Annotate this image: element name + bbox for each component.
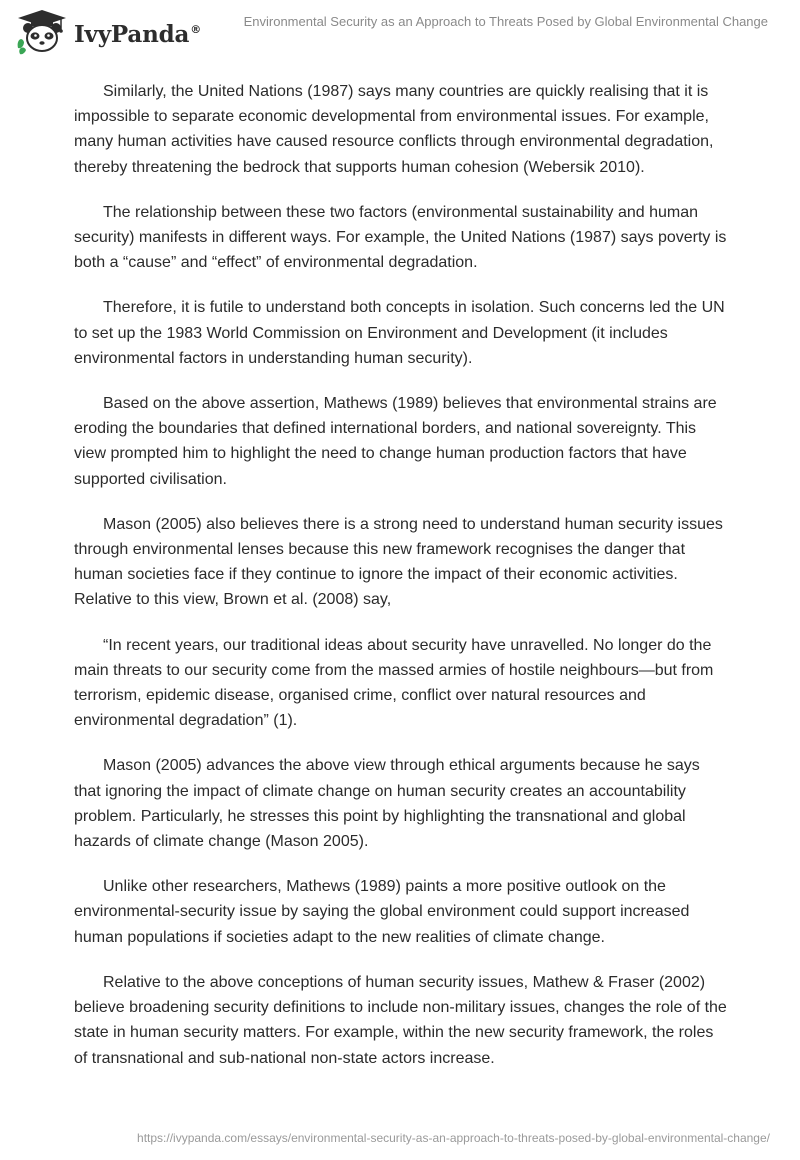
ivypanda-logo[interactable] <box>14 8 201 56</box>
brand-name: IvyPanda® <box>74 20 201 48</box>
essay-body <box>74 79 730 1091</box>
paragraph: Based on the above assertion, Mathews (1989) believes that environmental strains are eroding the boundaries that defined international borders, and national sovereignty. This view prompted him to highlight the need to change human production factors that have supported civilisation. <box>74 395 717 488</box>
panda-graduate-icon <box>14 8 70 56</box>
paragraph: Therefore, it is futile to understand both concepts in isolation. Such concerns led the UN to set up the 1983 World Commission on Environment and Development (it includes environmental factors in understanding human security). <box>74 299 725 367</box>
paragraph: Relative to the above conceptions of human security issues, Mathew & Fraser (2002) believe broadening security definitions to include non-military issues, changes the role of the state in human security matters. For example, within the new security framework, the roles of transnational and sub-national non-state actors increase. <box>74 973 727 1067</box>
quote-paragraph: “In recent years, our traditional ideas about security have unravelled. No longer do the main threats to our security come from the massed armies of hostile neighbours—but from terrorism, epidemic disease, organised crime, conflict over natural resources and environmental degradation” (1). <box>74 636 714 730</box>
source-url[interactable]: https://ivypanda.com/essays/environmental-security-as-an-approach-to-threats-posed-by-global-environmental-change/ <box>137 1131 770 1145</box>
paragraph: Mason (2005) advances the above view through ethical arguments because he says that ignoring the impact of climate change on human security creates an accountability problem. Particularly, he stresses this point by highlighting the transnational and global hazards of climate change (Mason 2005). <box>74 757 700 851</box>
paragraph: Unlike other researchers, Mathews (1989) paints a more positive outlook on the environmental-security issue by saying the global environment could support increased human populations if societies adapt to the new realities of climate change. <box>74 878 690 946</box>
registered-mark: ® <box>190 22 201 36</box>
paragraph: Similarly, the United Nations (1987) says many countries are quickly realising that it is impossible to separate economic developmental from environmental issues. For example, many human activities have caused resource conflicts through environmental degradation, thereby threatening the bedrock that supports human cohesion (Webersik 2010). <box>74 83 714 176</box>
paragraph: The relationship between these two factors (environmental sustainability and human security) manifests in different ways. For example, the United Nations (1987) says poverty is both a “cause” and “effect” of environmental degradation. <box>74 203 727 272</box>
page-header <box>0 0 800 60</box>
paragraph: Mason (2005) also believes there is a strong need to understand human security issues through environmental lenses because this new framework recognises the danger that human societies face if they continue to ignore the impact of their economic activities. Relative to this view, Brown et al. (2008) say, <box>74 515 723 609</box>
document-title: Environmental Security as an Approach to Threats Posed by Global Environmental Change <box>243 14 768 29</box>
